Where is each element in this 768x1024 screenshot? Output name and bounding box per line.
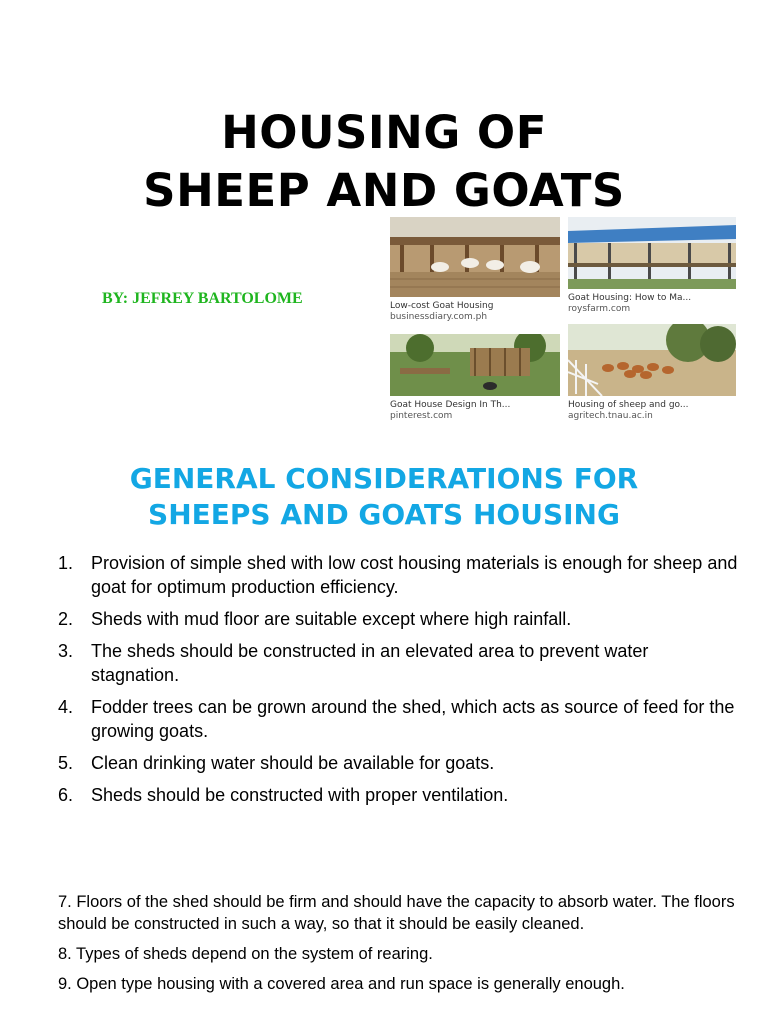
goat-shed-photo-3 <box>390 334 560 396</box>
section-heading-line-2: SHEEPS AND GOATS HOUSING <box>148 498 620 531</box>
list-text: The sheds should be constructed in an elevated area to prevent water stagnation. <box>91 641 649 685</box>
list-text: Sheds with mud floor are suitable except where high rainfall. <box>91 609 572 629</box>
goat-shed-photo-1 <box>390 217 560 297</box>
list-item <box>58 607 738 631</box>
thumbnail-caption: Housing of sheep and go... <box>568 400 689 410</box>
list-item <box>58 639 738 687</box>
list-item <box>58 783 738 807</box>
thumbnail-source: pinterest.com <box>390 411 453 421</box>
list-number: 1. <box>58 553 74 573</box>
list-number: 3. <box>58 641 74 661</box>
list-item <box>58 551 738 599</box>
thumbnail-3[interactable] <box>390 334 560 422</box>
paragraph: 7. Floors of the shed should be firm and should have the capacity to absorb water. The floors should be constructed in such a way, so that it should be easily cleaned. <box>58 893 735 933</box>
author-byline: BY: JEFREY BARTOLOME <box>102 290 303 307</box>
page-title <box>0 104 768 220</box>
thumbnail-4[interactable] <box>568 324 736 422</box>
additional-considerations <box>58 891 738 1003</box>
paragraph: 9. Open type housing with a covered area and run space is generally enough. <box>58 975 625 993</box>
section-heading-line-1: GENERAL CONSIDERATIONS FOR <box>129 462 639 495</box>
list-number: 2. <box>58 609 74 629</box>
list-text: Sheds should be constructed with proper ventilation. <box>91 785 509 805</box>
title-line-1: HOUSING OF <box>221 106 547 159</box>
paragraph: 8. Types of sheds depend on the system of rearing. <box>58 945 433 963</box>
list-number: 6. <box>58 785 74 805</box>
list-number: 4. <box>58 697 74 717</box>
thumbnail-1[interactable] <box>390 217 560 323</box>
list-number: 5. <box>58 753 74 773</box>
image-grid <box>390 217 736 427</box>
thumbnail-caption: Goat Housing: How to Ma... <box>568 293 692 303</box>
thumbnail-source: roysfarm.com <box>568 304 631 314</box>
list-text: Fodder trees can be grown around the shed, which acts as source of feed for the growing goats. <box>91 697 735 741</box>
goat-shed-photo-4 <box>568 324 736 396</box>
title-line-2: SHEEP AND GOATS <box>143 164 625 217</box>
thumbnail-caption: Low-cost Goat Housing <box>390 301 494 311</box>
thumbnail-caption: Goat House Design In Th... <box>390 400 511 410</box>
thumbnail-source: businessdiary.com.ph <box>390 312 488 322</box>
list-item <box>58 695 738 743</box>
list-text: Provision of simple shed with low cost housing materials is enough for sheep and goat for optimum production efficiency. <box>91 553 738 597</box>
list-text: Clean drinking water should be available for goats. <box>91 753 495 773</box>
thumbnail-2[interactable] <box>568 217 736 315</box>
goat-shed-photo-2 <box>568 217 736 289</box>
list-item <box>58 751 738 775</box>
section-heading <box>0 461 768 533</box>
considerations-list <box>58 551 738 815</box>
thumbnail-source: agritech.tnau.ac.in <box>568 411 653 421</box>
